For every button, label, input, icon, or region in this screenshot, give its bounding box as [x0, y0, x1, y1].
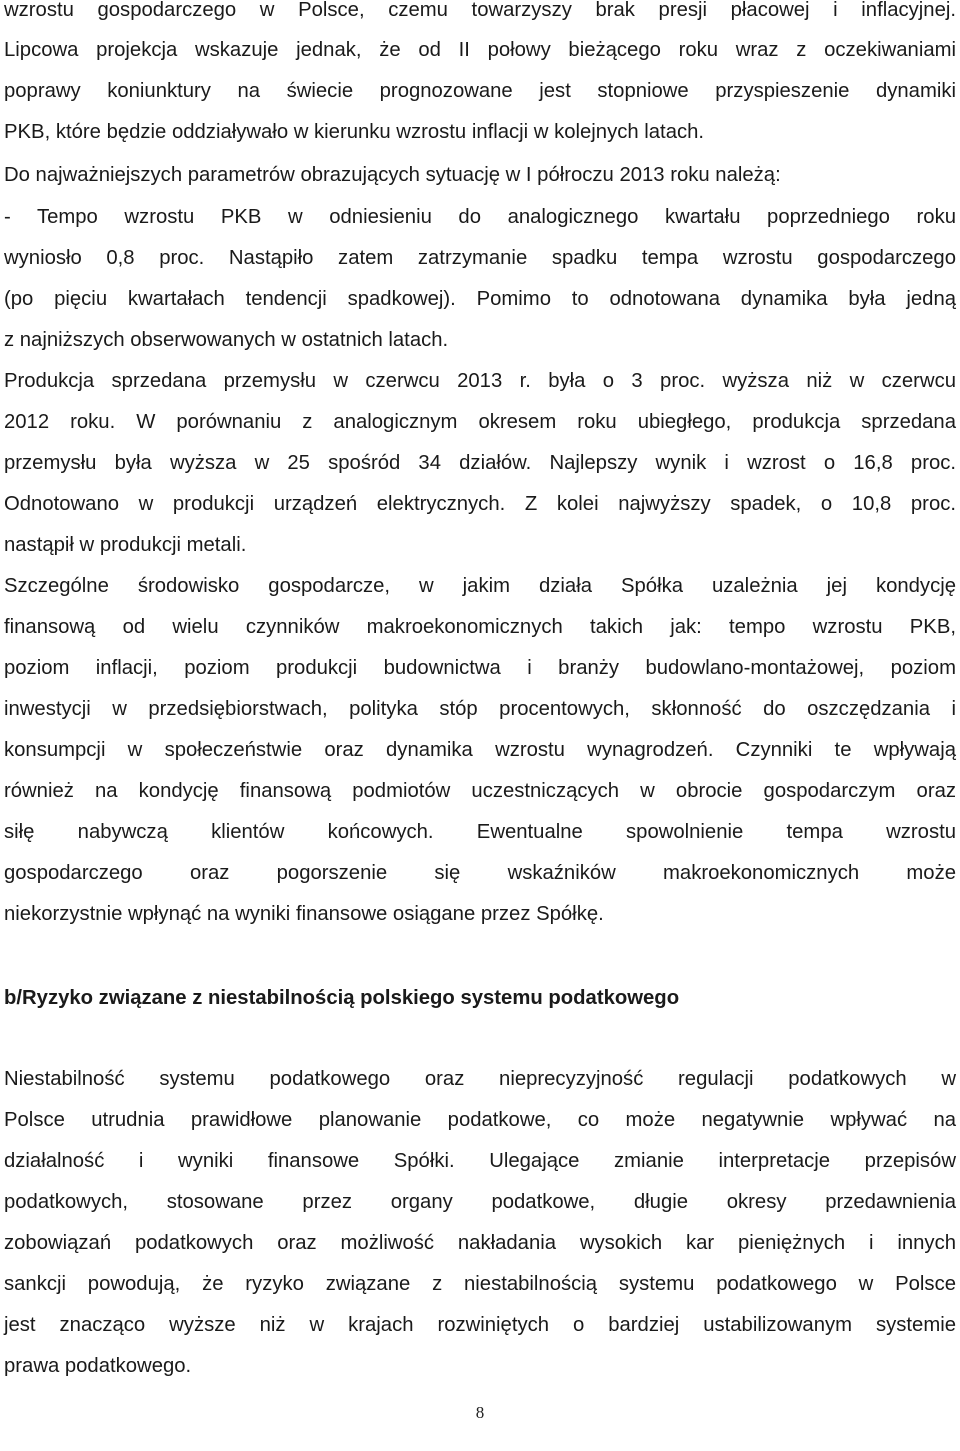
section-heading: b/Ryzyko związane z niestabilnością polskiego systemu podatkowego	[4, 987, 680, 1009]
text-line: niekorzystnie wpłynąć na wyniki finansowe osiągane przez Spółkę.	[4, 903, 604, 925]
text-line: siłę nabywczą klientów końcowych. Ewentualne spowolnienie tempa wzrostu	[4, 821, 956, 843]
text-line: przemysłu była wyższa w 25 spośród 34 działów. Najlepszy wynik i wzrost o 16,8 proc.	[4, 452, 956, 474]
text-line: Do najważniejszych parametrów obrazujących sytuację w I półroczu 2013 roku należą:	[4, 164, 781, 186]
text-line: poziom inflacji, poziom produkcji budownictwa i branży budowlano-montażowej, poziom	[4, 657, 956, 679]
text-line: prawa podatkowego.	[4, 1355, 192, 1377]
text-line: działalność i wyniki finansowe Spółki. Ulegające zmianie interpretacje przepisów	[4, 1150, 956, 1172]
text-line: (po pięciu kwartałach tendencji spadkowej). Pomimo to odnotowana dynamika była jedną	[4, 288, 956, 310]
text-line: nastąpił w produkcji metali.	[4, 534, 247, 556]
text-line: - Tempo wzrostu PKB w odniesieniu do analogicznego kwartału poprzedniego roku	[4, 206, 956, 228]
text-line: Lipcowa projekcja wskazuje jednak, że od II połowy bieżącego roku wraz z oczekiwaniami	[4, 39, 956, 61]
text-line: również na kondycję finansową podmiotów uczestniczących w obrocie gospodarczym oraz	[4, 780, 956, 802]
text-line: Produkcja sprzedana przemysłu w czerwcu 2013 r. była o 3 proc. wyższa niż w czerwcu	[4, 370, 956, 392]
text-line: sankcji powodują, że ryzyko związane z niestabilnością systemu podatkowego w Polsce	[4, 1273, 956, 1295]
text-line: jest znacząco wyższe niż w krajach rozwiniętych o bardziej ustabilizowanym systemie	[4, 1314, 956, 1336]
text-line: wzrostu gospodarczego w Polsce, czemu towarzyszy brak presji płacowej i inflacyjnej.	[4, 0, 956, 21]
text-line: z najniższych obserwowanych w ostatnich latach.	[4, 329, 449, 351]
text-line: Szczególne środowisko gospodarcze, w jakim działa Spółka uzależnia jej kondycję	[4, 575, 956, 597]
text-line: konsumpcji w społeczeństwie oraz dynamika wzrostu wynagrodzeń. Czynniki te wpływają	[4, 739, 956, 761]
page-number: 8	[475, 1403, 485, 1422]
text-line: inwestycji w przedsiębiorstwach, polityka stóp procentowych, skłonność do oszczędzania i	[4, 698, 956, 720]
text-line: zobowiązań podatkowych oraz możliwość nakładania wysokich kar pieniężnych i innych	[4, 1232, 956, 1254]
text-line: poprawy koniunktury na świecie prognozowane jest stopniowe przyspieszenie dynamiki	[4, 80, 956, 102]
text-line: Niestabilność systemu podatkowego oraz nieprecyzyjność regulacji podatkowych w	[4, 1068, 956, 1090]
text-line: gospodarczego oraz pogorszenie się wskaźników makroekonomicznych może	[4, 862, 956, 884]
text-line: wyniosło 0,8 proc. Nastąpiło zatem zatrzymanie spadku tempa wzrostu gospodarczego	[4, 247, 956, 269]
text-line: PKB, które będzie oddziaływało w kierunku wzrostu inflacji w kolejnych latach.	[4, 121, 705, 143]
text-line: 2012 roku. W porównaniu z analogicznym okresem roku ubiegłego, produkcja sprzedana	[4, 411, 956, 433]
text-line: podatkowych, stosowane przez organy podatkowe, długie okresy przedawnienia	[4, 1191, 956, 1213]
text-line: finansową od wielu czynników makroekonomicznych takich jak: tempo wzrostu PKB,	[4, 616, 956, 638]
text-line: Odnotowano w produkcji urządzeń elektrycznych. Z kolei najwyższy spadek, o 10,8 proc.	[4, 493, 956, 515]
text-line: Polsce utrudnia prawidłowe planowanie podatkowe, co może negatywnie wpływać na	[4, 1109, 956, 1131]
